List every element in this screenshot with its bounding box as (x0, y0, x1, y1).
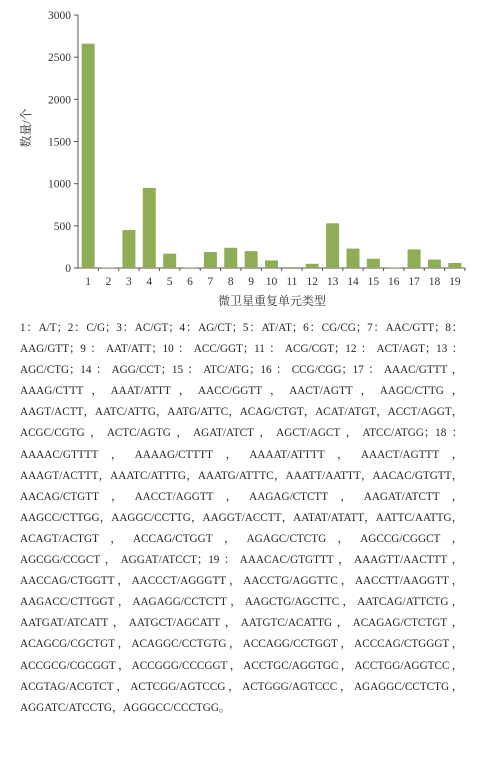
x-tick-label: 10 (265, 276, 278, 288)
x-axis (78, 268, 465, 288)
y-axis-label: 数量/个 (19, 108, 33, 148)
bar (326, 223, 339, 268)
bar (408, 249, 421, 268)
x-tick-label: 13 (326, 276, 339, 288)
bar-chart (0, 0, 477, 318)
y-tick-label: 1000 (48, 178, 71, 191)
x-tick-label: 15 (367, 276, 380, 288)
bar (306, 264, 319, 268)
bars-group (82, 44, 462, 268)
x-tick-label: 18 (428, 276, 441, 288)
x-axis-label: 微卫星重复单元类型 (217, 294, 327, 308)
bar (346, 249, 359, 268)
y-tick-label: 0 (65, 263, 71, 275)
y-tick-label: 2500 (48, 52, 71, 65)
bar (163, 254, 176, 268)
x-tick-label: 9 (248, 276, 255, 288)
y-tick-label: 500 (53, 220, 71, 233)
x-tick-label: 6 (187, 276, 193, 288)
x-tick-label: 16 (387, 276, 400, 288)
bar (204, 252, 217, 268)
bar (224, 248, 237, 268)
x-tick-label: 1 (85, 276, 92, 288)
y-tick-label: 3000 (48, 10, 71, 22)
y-tick-label: 1500 (48, 136, 71, 149)
x-tick-label: 12 (306, 276, 318, 288)
y-axis (48, 10, 78, 275)
bar (428, 260, 441, 268)
bar (122, 230, 135, 268)
x-tick-label: 14 (347, 276, 359, 288)
x-tick-label: 7 (207, 276, 214, 288)
bar (448, 263, 461, 268)
bar (82, 44, 95, 268)
bar (265, 260, 278, 268)
x-tick-label: 2 (105, 276, 112, 288)
x-tick-label: 5 (166, 276, 173, 288)
bar (245, 251, 258, 268)
x-tick-label: 19 (449, 276, 461, 288)
x-tick-label: 8 (227, 276, 234, 288)
figure-legend-text: 1：A/T；2：C/G；3：AC/GT；4：AG/CT；5：AT/AT；6：CG/CG；7：AAC/GTT；8：AAG/GTT；9：AAT/ATT；10：ACC/GGT；11：ACG/CGT；12：ACT/AGT；13：AGC/CTG；14：AGG/CCT；15：ATC/ATG；16：CCG/CGG；17：AAAC/GTTT，AAAG/CTTT，AAAT/ATTT，AACC/GGTT，AACT/AGTT，AAGC/CTTG，AAGT/ACTT，AATC/ATTG，AATG/ATTC，ACAG/CTGT，ACAT/ATGT，ACCT/AGGT，ACGC/CGTG，ACTC/AGTG，AGAT/ATCT，AGCT/AGCT，ATCC/ATGG；18：AAAAC/GTTTT，AAAAG/CTTTT，AAAAT/ATTTT，AAACT/AGTTT，AAAGT/ACTTT，AAATC/ATTTG，AAATG/ATTTC，AAATT/AATTT，AACAC/GTGTT，AACAG/CTGTT，AACCT/AGGTT，AAGAG/CTCTT，AAGAT/ATCTT，AAGCC/CTTGG，AAGGC/CCTTG，AAGGT/ACCTT，AATAT/ATATT，AATTC/AATTG，ACAGT/ACTGT，ACCAG/CTGGT，AGAGC/CTCTG，AGCCG/CGGCT，AGCGG/CCGCT，AGGAT/ATCCT；19：AAACAC/GTGTTT，AAAGTT/AACTTT，AACCAG/CTGGTT，AACCCT/AGGGTT，AACCTG/AGGTTC，AACCTT/AAGGTT，AAGACC/CTTGGT，AAGAGG/CCTCTT，AAGCTG/AGCTTC，AATCAG/ATTCTG，AATGAT/ATCATT，AATGCT/AGCATT，AATGTC/ACATTG，ACAGAG/CTCTGT，ACAGCG/CGCTGT，ACAGGC/CCTGTG，ACCAGG/CCTGGT，ACCCAG/CTGGGT，ACCGCG/CGCGGT，ACCGGG/CCCGGT，ACCTGC/AGGTGC，ACCTGG/AGGTCC，ACGTAG/ACGTCT，ACTCGG/AGTCCG，ACTGGG/AGTCCC，AGAGGC/CCTCTG，AGGATC/ATCCTG，AGGGCC/CCCTGG。 (20, 322, 463, 714)
bar (367, 259, 380, 268)
bar (285, 267, 298, 268)
y-tick-label: 2000 (48, 94, 71, 107)
x-tick-label: 17 (408, 276, 420, 288)
x-tick-label: 3 (126, 276, 132, 288)
x-tick-label: 4 (146, 276, 153, 288)
x-tick-label: 11 (286, 276, 298, 288)
bar (143, 188, 156, 268)
